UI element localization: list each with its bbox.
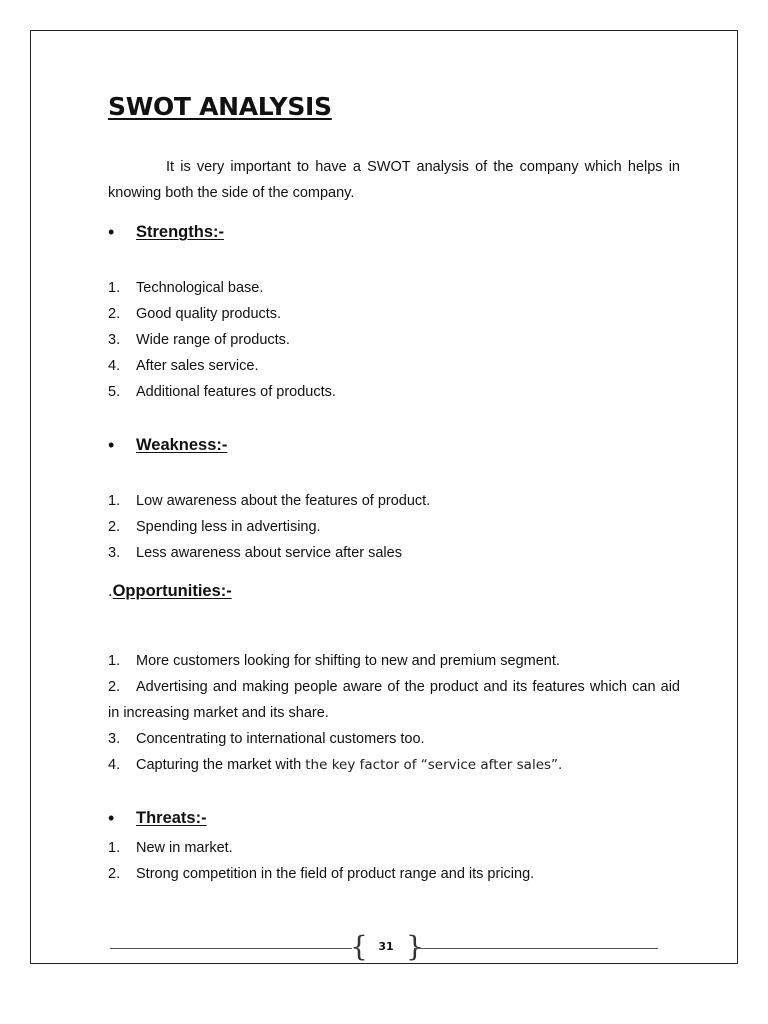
item-number: 1. [108,280,121,296]
item-number: 3. [108,545,121,561]
bullet: • [108,808,115,828]
item-text: After sales service. [136,358,259,374]
list-item [108,514,680,540]
weakness-list [108,488,680,566]
list-item [108,835,680,861]
item-number: 2. [108,306,121,322]
item-number: 2. [108,866,121,882]
list-item [108,353,680,379]
strengths-list [108,275,680,405]
section-heading-opportunities [108,582,232,601]
item-text: Technological base. [136,280,264,296]
item-text-tail: the key factor of “service after sales”. [305,757,563,773]
heading-label: Weakness:- [136,436,228,454]
section-heading-weakness [108,435,227,456]
item-text: Spending less in advertising. [136,519,321,535]
item-text: Strong competition in the field of product range and its pricing. [136,866,535,882]
heading-label: Strengths:- [136,223,224,241]
list-item [108,540,680,566]
threats-list [108,835,680,887]
item-number: 2. [108,519,121,535]
opportunities-list [108,648,680,778]
list-item [108,327,680,353]
footer-rule-left [110,948,352,949]
heading-label: Opportunities:- [112,582,232,600]
item-text: Low awareness about the features of product. [136,493,431,509]
heading-label: Threats:- [136,809,207,827]
item-number: 4. [108,358,121,374]
item-text: Wide range of products. [136,332,290,348]
list-item [108,861,680,887]
item-number: 4. [108,757,121,773]
item-text: Less awareness about service after sales [136,545,402,561]
list-item [108,752,680,778]
item-text: More customers looking for shifting to new and premium segment. [136,653,560,669]
page-number: 31 [378,940,394,953]
list-item [108,726,680,752]
item-number: 3. [108,731,121,747]
intro-paragraph [108,154,680,206]
item-text: Capturing the market with [136,757,306,773]
list-item [108,648,680,674]
footer-brace-right: } [406,930,424,963]
section-heading-threats [108,808,207,829]
list-item [108,275,680,301]
item-text: New in market. [136,840,233,856]
item-number: 2. [108,679,121,695]
item-number: 1. [108,840,121,856]
list-item [108,379,680,405]
list-item [108,301,680,327]
list-item [108,674,680,726]
heading-prefix: . [108,582,113,600]
item-text: Advertising and making people aware of the product and its features which can aid in increasing market and its share. [108,679,680,721]
list-item [108,488,680,514]
item-text: Additional features of products. [136,384,336,400]
footer-brace-left: { [350,930,368,963]
item-number: 1. [108,653,121,669]
footer-rule-right [414,948,658,949]
bullet: • [108,435,115,455]
page-title: SWOT ANALYSIS [108,92,332,121]
item-text: Concentrating to international customers too. [136,731,425,747]
item-text: Good quality products. [136,306,282,322]
item-number: 5. [108,384,121,400]
bullet: • [108,222,115,242]
item-number: 3. [108,332,121,348]
section-heading-strengths [108,222,224,243]
intro-text: It is very important to have a SWOT analysis of the company which helps in knowing both the side of the company. [108,159,680,201]
page-footer [110,930,658,963]
item-number: 1. [108,493,121,509]
